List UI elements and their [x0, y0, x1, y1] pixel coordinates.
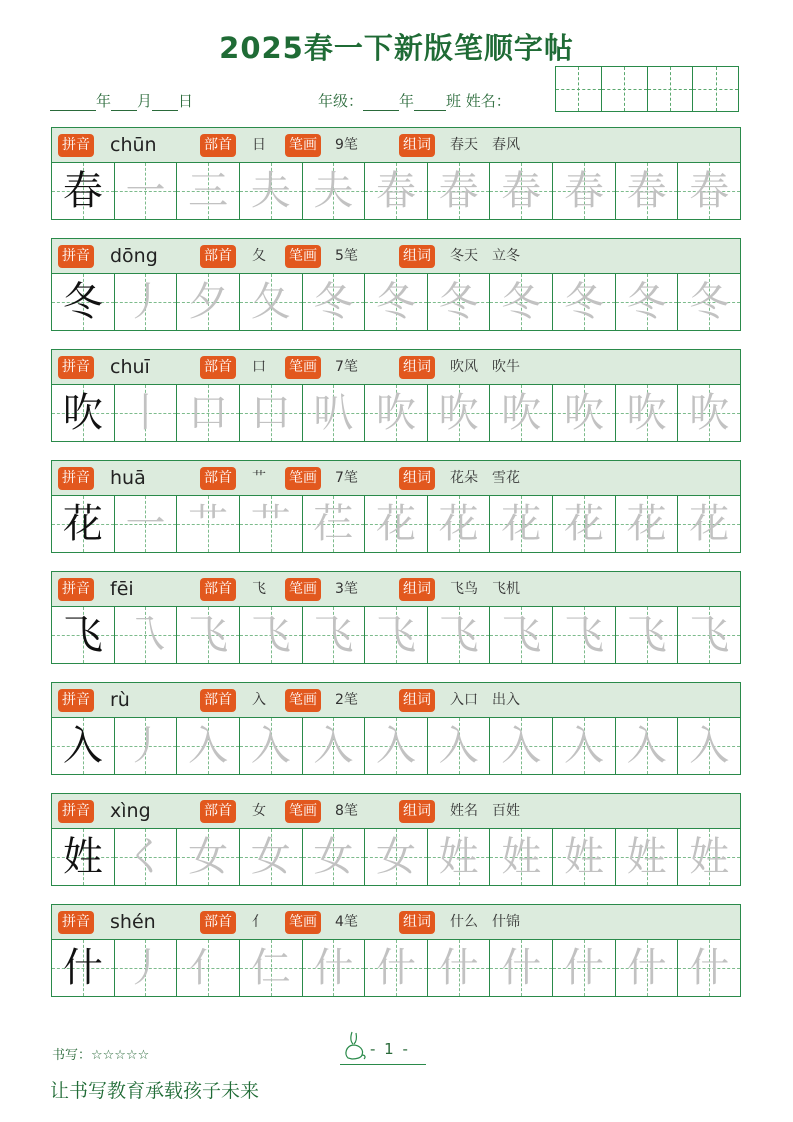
strokes-tag: 笔画 [285, 245, 321, 268]
words-value: 飞鸟 飞机 [450, 581, 520, 597]
pinyin-tag: 拼音 [58, 245, 94, 268]
radical-value: 艹 [252, 470, 266, 486]
writing-cell[interactable] [428, 274, 491, 330]
strokes-value: 7笔 [335, 359, 358, 375]
radical-tag: 部首 [200, 689, 236, 712]
stroke-step-character: 花 [689, 501, 730, 547]
writing-cell[interactable] [240, 496, 303, 552]
words-value: 姓名 百姓 [450, 803, 520, 819]
writing-cell[interactable] [303, 607, 366, 663]
radical-value: 女 [252, 803, 266, 819]
stroke-step-character: 冬 [563, 279, 604, 325]
strokes-value: 9笔 [335, 137, 358, 153]
stroke-step-character: 姓 [563, 834, 604, 880]
radical-tag: 部首 [200, 800, 236, 823]
practice-row [51, 238, 741, 331]
writing-cell[interactable] [52, 940, 115, 996]
words-value: 冬天 立冬 [450, 248, 520, 264]
pinyin-value: shén [110, 911, 156, 933]
stroke-step-character: 入 [313, 723, 354, 769]
stroke-step-character: 飞 [376, 612, 417, 658]
stroke-step-character: 艹 [250, 501, 291, 547]
pinyin-value: fēi [110, 578, 134, 600]
radical-tag: 部首 [200, 356, 236, 379]
writing-cell[interactable] [365, 940, 428, 996]
model-character: 花 [62, 501, 103, 547]
writing-cell[interactable] [52, 163, 115, 219]
stroke-step-character: 入 [563, 723, 604, 769]
stroke-step-character: 入 [626, 723, 667, 769]
stroke-step-character: 春 [626, 168, 667, 214]
strokes-tag: 笔画 [285, 467, 321, 490]
stroke-step-character: 花 [501, 501, 542, 547]
stroke-step-character: 姓 [689, 834, 730, 880]
stroke-step-character: 什 [626, 945, 667, 991]
stroke-step-character: 女 [376, 834, 417, 880]
writing-cell[interactable] [240, 274, 303, 330]
model-character: 春 [62, 168, 103, 214]
writing-cell[interactable] [553, 829, 616, 885]
stroke-step-character: 什 [376, 945, 417, 991]
writing-cell[interactable] [365, 496, 428, 552]
stroke-step-character: 入 [188, 723, 229, 769]
writing-cell[interactable] [490, 496, 553, 552]
row-header [51, 793, 741, 829]
writing-cell[interactable] [303, 496, 366, 552]
date-line: 年 月 日 [50, 90, 193, 111]
strokes-value: 3笔 [335, 581, 358, 597]
row-header [51, 349, 741, 385]
writing-cell[interactable] [678, 496, 740, 552]
stroke-step-character: 夂 [250, 279, 291, 325]
radical-value: 亻 [252, 914, 266, 930]
stroke-step-character: 吹 [689, 390, 730, 436]
model-character: 冬 [62, 279, 103, 325]
model-character: 什 [62, 945, 103, 991]
writing-cell[interactable] [240, 718, 303, 774]
strokes-tag: 笔画 [285, 911, 321, 934]
pinyin-value: chuī [110, 356, 150, 378]
stroke-step-character: 飞 [501, 612, 542, 658]
writing-cell[interactable] [303, 829, 366, 885]
stroke-step-character: 乁 [125, 612, 166, 658]
strokes-value: 2笔 [335, 692, 358, 708]
stroke-step-character: 丿 [125, 945, 166, 991]
writing-cell[interactable] [553, 163, 616, 219]
words-tag: 组词 [399, 467, 435, 490]
stroke-step-character: 飞 [313, 612, 354, 658]
writing-cell[interactable] [616, 718, 679, 774]
words-value: 花朵 雪花 [450, 470, 520, 486]
writing-grid [51, 163, 741, 220]
practice-row [51, 793, 741, 886]
radical-tag: 部首 [200, 245, 236, 268]
radical-tag: 部首 [200, 578, 236, 601]
writing-cell[interactable] [553, 385, 616, 441]
month-blank[interactable] [111, 96, 137, 111]
rabbit-icon [340, 1030, 370, 1062]
writing-cell[interactable] [616, 607, 679, 663]
pinyin-tag: 拼音 [58, 356, 94, 379]
year-blank[interactable] [50, 96, 96, 111]
radical-tag: 部首 [200, 911, 236, 934]
stroke-step-character: 口 [250, 390, 291, 436]
stroke-step-character: 冬 [313, 279, 354, 325]
stroke-step-character: 吹 [563, 390, 604, 436]
stroke-step-character: 花 [438, 501, 479, 547]
writing-cell[interactable] [365, 274, 428, 330]
stroke-step-character: 姓 [626, 834, 667, 880]
strokes-tag: 笔画 [285, 689, 321, 712]
writing-cell[interactable] [490, 718, 553, 774]
words-tag: 组词 [399, 134, 435, 157]
stroke-step-character: 飞 [626, 612, 667, 658]
writing-cell[interactable] [177, 385, 240, 441]
writing-cell[interactable] [428, 829, 491, 885]
writing-cell[interactable] [678, 718, 740, 774]
words-value: 什么 什锦 [450, 914, 520, 930]
pinyin-value: xìng [110, 800, 151, 822]
writing-grid [51, 274, 741, 331]
writing-cell[interactable] [177, 274, 240, 330]
stroke-step-character: 丨 [125, 390, 166, 436]
grade-blank[interactable] [363, 96, 399, 111]
stroke-step-character: 春 [689, 168, 730, 214]
writing-cell[interactable] [52, 385, 115, 441]
strokes-tag: 笔画 [285, 800, 321, 823]
strokes-value: 5笔 [335, 248, 358, 264]
writing-cell[interactable] [115, 496, 178, 552]
stroke-step-character: 飞 [689, 612, 730, 658]
stroke-step-character: 丿 [125, 723, 166, 769]
pinyin-value: chūn [110, 134, 157, 156]
row-header [51, 904, 741, 940]
radical-value: 日 [252, 137, 266, 153]
writing-cell[interactable] [428, 496, 491, 552]
stroke-step-character: 春 [438, 168, 479, 214]
stroke-step-character: 冬 [626, 279, 667, 325]
writing-cell[interactable] [365, 829, 428, 885]
row-header [51, 682, 741, 718]
stroke-step-character: 丿 [125, 279, 166, 325]
pinyin-tag: 拼音 [58, 800, 94, 823]
writing-grid [51, 829, 741, 886]
stroke-step-character: 什 [689, 945, 730, 991]
row-header [51, 238, 741, 274]
radical-value: 飞 [252, 581, 266, 597]
words-value: 入口 出入 [450, 692, 520, 708]
day-blank[interactable] [152, 96, 178, 111]
stroke-step-character: 冬 [501, 279, 542, 325]
writing-cell[interactable] [52, 607, 115, 663]
stroke-step-character: 吹 [438, 390, 479, 436]
pinyin-tag: 拼音 [58, 467, 94, 490]
writing-cell[interactable] [52, 718, 115, 774]
stroke-step-character: 花 [376, 501, 417, 547]
writing-cell[interactable] [303, 718, 366, 774]
radical-tag: 部首 [200, 467, 236, 490]
stroke-step-character: 什 [563, 945, 604, 991]
page-number: - 1 - [340, 1034, 430, 1064]
stroke-step-character: 花 [563, 501, 604, 547]
writing-cell[interactable] [115, 385, 178, 441]
practice-row [51, 460, 741, 553]
writing-cell[interactable] [616, 274, 679, 330]
writing-cell[interactable] [553, 940, 616, 996]
stroke-step-character: 入 [438, 723, 479, 769]
pinyin-tag: 拼音 [58, 578, 94, 601]
strokes-tag: 笔画 [285, 578, 321, 601]
stroke-step-character: 入 [250, 723, 291, 769]
row-header [51, 127, 741, 163]
stroke-step-character: 飞 [188, 612, 229, 658]
stroke-step-character: 三 [188, 168, 229, 214]
writing-cell[interactable] [115, 163, 178, 219]
radical-value: 夂 [252, 248, 266, 264]
stroke-step-character: 姓 [501, 834, 542, 880]
pinyin-value: huā [110, 467, 146, 489]
writing-cell[interactable] [553, 607, 616, 663]
writing-cell[interactable] [365, 385, 428, 441]
writing-cell[interactable] [490, 385, 553, 441]
stroke-step-character: 入 [501, 723, 542, 769]
writing-cell[interactable] [428, 718, 491, 774]
strokes-value: 7笔 [335, 470, 358, 486]
writing-cell[interactable] [115, 718, 178, 774]
writing-cell[interactable] [365, 163, 428, 219]
writing-cell[interactable] [553, 496, 616, 552]
writing-cell[interactable] [177, 718, 240, 774]
strokes-tag: 笔画 [285, 356, 321, 379]
row-header [51, 460, 741, 496]
stroke-step-character: 吹 [376, 390, 417, 436]
grade-line: 年级： 年 班 姓名： [318, 92, 511, 110]
strokes-value: 8笔 [335, 803, 358, 819]
stroke-step-character: く [125, 834, 166, 880]
row-header [51, 571, 741, 607]
stroke-step-character: 口 [188, 390, 229, 436]
writing-cell[interactable] [490, 163, 553, 219]
radical-value: 口 [252, 359, 266, 375]
stroke-step-character: 冬 [689, 279, 730, 325]
words-value: 春天 春风 [450, 137, 520, 153]
stroke-step-character: 入 [689, 723, 730, 769]
writing-grid [51, 718, 741, 775]
writing-cell[interactable] [678, 163, 740, 219]
writing-cell[interactable] [240, 829, 303, 885]
stroke-step-character: 女 [188, 834, 229, 880]
writing-cell[interactable] [240, 163, 303, 219]
writing-cell[interactable] [616, 940, 679, 996]
model-character: 吹 [62, 390, 103, 436]
practice-row [51, 571, 741, 664]
writing-cell[interactable] [490, 607, 553, 663]
practice-row [51, 349, 741, 442]
words-tag: 组词 [399, 911, 435, 934]
writing-cell[interactable] [553, 274, 616, 330]
writing-cell[interactable] [52, 274, 115, 330]
words-tag: 组词 [399, 245, 435, 268]
words-value: 吹风 吹牛 [450, 359, 520, 375]
writing-cell[interactable] [616, 829, 679, 885]
writing-cell[interactable] [52, 496, 115, 552]
writing-cell[interactable] [365, 718, 428, 774]
writing-cell[interactable] [177, 940, 240, 996]
class-blank[interactable] [414, 96, 446, 111]
writing-cell[interactable] [177, 607, 240, 663]
stroke-step-character: 吹 [501, 390, 542, 436]
writing-cell[interactable] [115, 274, 178, 330]
writing-cell[interactable] [553, 718, 616, 774]
writing-cell[interactable] [52, 829, 115, 885]
writing-cell[interactable] [303, 163, 366, 219]
writing-cell[interactable] [616, 385, 679, 441]
writing-cell[interactable] [428, 607, 491, 663]
stroke-step-character: 亻 [188, 945, 229, 991]
writing-cell[interactable] [177, 163, 240, 219]
practice-row [51, 682, 741, 775]
stroke-step-character: 花 [626, 501, 667, 547]
stroke-step-character: 入 [376, 723, 417, 769]
writing-cell[interactable] [678, 385, 740, 441]
stroke-step-character: 春 [376, 168, 417, 214]
writing-cell[interactable] [240, 607, 303, 663]
words-tag: 组词 [399, 578, 435, 601]
stroke-step-character: 叭 [313, 390, 354, 436]
page-title: 2025春一下新版笔顺字帖 [219, 31, 574, 65]
stroke-step-character: 女 [313, 834, 354, 880]
writing-cell[interactable] [428, 940, 491, 996]
writing-grid [51, 385, 741, 442]
writing-cell[interactable] [616, 496, 679, 552]
writing-cell[interactable] [240, 385, 303, 441]
slogan: 让书写教育承载孩子未来 [50, 1080, 260, 1102]
writing-grid [51, 496, 741, 553]
stroke-step-character: 艹 [188, 501, 229, 547]
writing-cell[interactable] [678, 940, 740, 996]
writing-cell[interactable] [490, 940, 553, 996]
stroke-step-character: 一 [125, 501, 166, 547]
words-tag: 组词 [399, 689, 435, 712]
stroke-step-character: 仁 [250, 945, 291, 991]
pinyin-tag: 拼音 [58, 911, 94, 934]
model-character: 入 [62, 723, 103, 769]
stroke-step-character: 飞 [250, 612, 291, 658]
stroke-step-character: 姓 [438, 834, 479, 880]
writing-cell[interactable] [428, 385, 491, 441]
stroke-step-character: 冬 [376, 279, 417, 325]
writing-cell[interactable] [678, 274, 740, 330]
stroke-step-character: 女 [250, 834, 291, 880]
stroke-step-character: 夕 [188, 279, 229, 325]
writing-cell[interactable] [365, 607, 428, 663]
pinyin-tag: 拼音 [58, 689, 94, 712]
stroke-step-character: 夫 [313, 168, 354, 214]
writing-cell[interactable] [177, 496, 240, 552]
writing-cell[interactable] [115, 940, 178, 996]
writing-cell[interactable] [428, 163, 491, 219]
words-tag: 组词 [399, 800, 435, 823]
stroke-step-character: 什 [501, 945, 542, 991]
writing-grid [51, 607, 741, 664]
name-grid[interactable] [555, 66, 739, 112]
writing-cell[interactable] [616, 163, 679, 219]
stroke-step-character: 芢 [313, 501, 354, 547]
stroke-step-character: 一 [125, 168, 166, 214]
pinyin-value: dōng [110, 245, 158, 267]
stroke-step-character: 春 [501, 168, 542, 214]
writing-grid [51, 940, 741, 997]
strokes-value: 4笔 [335, 914, 358, 930]
stroke-step-character: 春 [563, 168, 604, 214]
pinyin-tag: 拼音 [58, 134, 94, 157]
stroke-step-character: 什 [438, 945, 479, 991]
rating-stars: 书写：☆☆☆☆☆ [52, 1048, 150, 1063]
writing-cell[interactable] [303, 385, 366, 441]
model-character: 飞 [62, 612, 103, 658]
practice-row [51, 904, 741, 997]
radical-tag: 部首 [200, 134, 236, 157]
stroke-step-character: 飞 [438, 612, 479, 658]
strokes-tag: 笔画 [285, 134, 321, 157]
radical-value: 入 [252, 692, 266, 708]
writing-cell[interactable] [303, 274, 366, 330]
writing-cell[interactable] [240, 940, 303, 996]
writing-cell[interactable] [303, 940, 366, 996]
pinyin-value: rù [110, 689, 130, 711]
writing-cell[interactable] [177, 829, 240, 885]
writing-cell[interactable] [678, 829, 740, 885]
writing-cell[interactable] [490, 274, 553, 330]
writing-cell[interactable] [115, 829, 178, 885]
practice-row [51, 127, 741, 220]
stroke-step-character: 飞 [563, 612, 604, 658]
stroke-step-character: 什 [313, 945, 354, 991]
stroke-step-character: 冬 [438, 279, 479, 325]
writing-cell[interactable] [115, 607, 178, 663]
writing-cell[interactable] [490, 829, 553, 885]
stroke-step-character: 夫 [250, 168, 291, 214]
words-tag: 组词 [399, 356, 435, 379]
writing-cell[interactable] [678, 607, 740, 663]
model-character: 姓 [62, 834, 103, 880]
stroke-step-character: 吹 [626, 390, 667, 436]
